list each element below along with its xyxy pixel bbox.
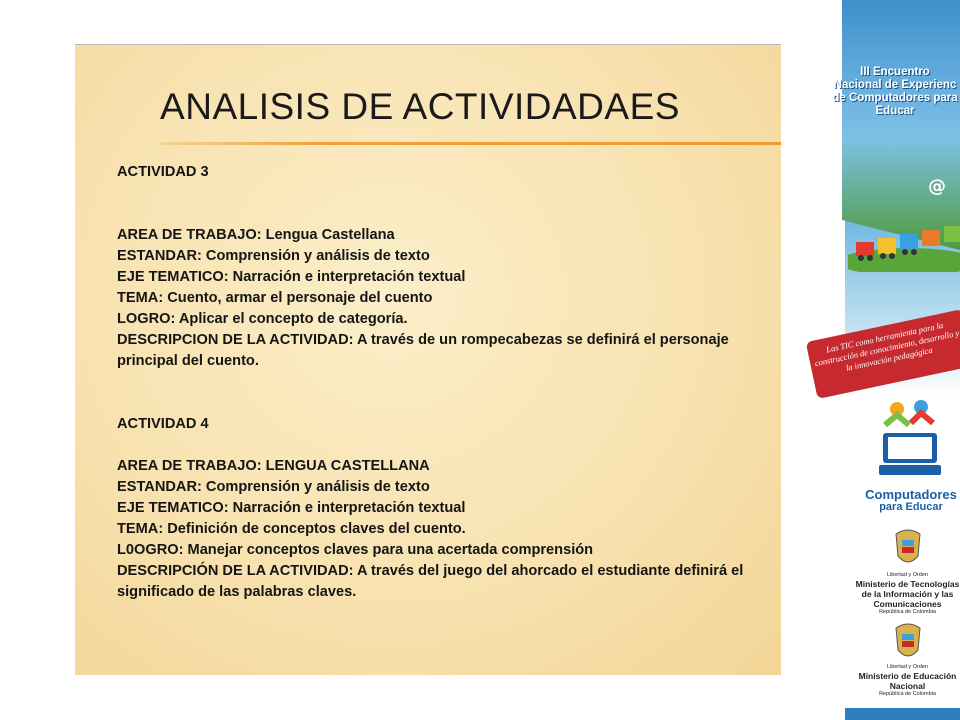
activity-3-goal: LOGRO: Aplicar el concepto de categoría.: [117, 311, 408, 327]
ministry-tic-motto: Libertad y Orden: [887, 572, 928, 578]
activity-4-goal: L0OGRO: Manejar conceptos claves para una acertada comprensión: [117, 542, 594, 558]
activity-3-standard: ESTANDAR: Comprensión y análisis de texto: [117, 248, 430, 264]
banner-line-4: Educar: [875, 105, 915, 117]
cpe-logo-line-2: para Educar: [879, 501, 943, 513]
sidebar-bottom-bar: [845, 708, 960, 720]
ministry-tic-name: Ministerio de Tecnologías de la Información y las Comunicaciones: [855, 579, 960, 609]
colombia-coat-of-arms-icon: [888, 528, 928, 570]
ministry-edu-motto: Libertad y Orden: [887, 664, 928, 670]
title-underline: [160, 142, 781, 145]
slide-content: [117, 162, 757, 603]
ministry-edu-name: Ministerio de Educación Nacional: [858, 671, 957, 691]
activity-3-area: AREA DE TRABAJO: Lengua Castellana: [117, 227, 395, 243]
cpe-logo-line-1: Computadores: [865, 487, 957, 502]
banner-line-1: III Encuentro: [860, 66, 930, 78]
banner-line-3: de Computadores para: [832, 92, 958, 104]
activity-3-heading: ACTIVIDAD 3: [117, 164, 209, 180]
activity-4-topic: TEMA: Definición de conceptos claves del cuento.: [117, 521, 466, 537]
train-illustration-icon: [848, 212, 960, 272]
activity-4-area: AREA DE TRABAJO: LENGUA CASTELLANA: [117, 458, 430, 474]
slogan-ribbon-text: Las TIC como herramienta para la construcción de conocimiento, desarrollo y la innovación pedagógica: [813, 319, 960, 373]
activity-4-theme-axis: EJE TEMATICO: Narración e interpretación textual: [117, 500, 466, 516]
banner-line-2: Nacional de Experienc: [833, 79, 957, 91]
ministry-tic-country: República de Colombia: [879, 609, 936, 615]
computadores-para-educar-logo: [855, 488, 960, 514]
children-computer-logo-icon: [875, 395, 945, 480]
activity-3-description: DESCRIPCION DE LA ACTIVIDAD: A través de un rompecabezas se definirá el personaje principal del cuento.: [117, 332, 729, 369]
colombia-coat-of-arms-icon: [888, 622, 928, 664]
activity-3-theme-axis: EJE TEMATICO: Narración e interpretación textual: [117, 269, 466, 285]
activity-4-heading: ACTIVIDAD 4: [117, 416, 209, 432]
activity-4-description: DESCRIPCIÓN DE LA ACTIVIDAD: A través del juego del ahorcado el estudiante definirá el significado de las palabras claves.: [117, 563, 744, 600]
activity-3-topic: TEMA: Cuento, armar el personaje del cuento: [117, 290, 433, 306]
at-sign-icon: @: [928, 176, 946, 197]
ministry-education-block: [850, 664, 960, 698]
event-banner-text: [820, 66, 960, 118]
ministry-edu-country: República de Colombia: [879, 691, 936, 697]
ministry-tic-block: [850, 572, 960, 616]
slide-title: ANALISIS DE ACTIVIDADAES: [160, 86, 680, 127]
activity-4-standard: ESTANDAR: Comprensión y análisis de texto: [117, 479, 430, 495]
